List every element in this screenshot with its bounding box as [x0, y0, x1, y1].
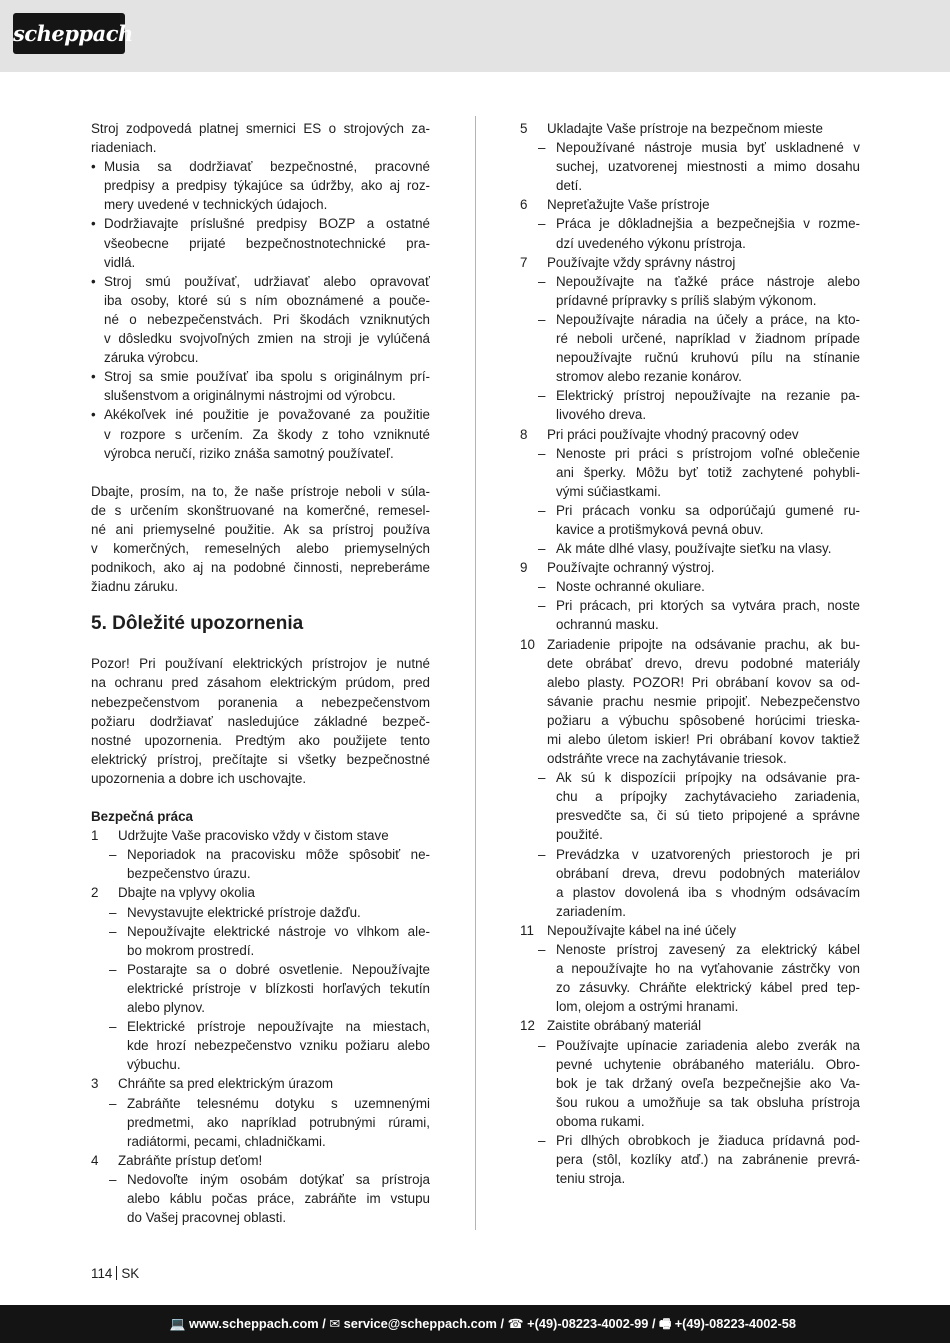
page-language: SK — [121, 1266, 140, 1281]
brand-logo: scheppach — [13, 13, 125, 54]
page-footer — [0, 1305, 950, 1343]
dash-item: – Nepoužívajte na ťažké práce nástroje alebo prídavné prípravky s príliš slabým výkonom. — [520, 272, 860, 310]
left-column — [91, 119, 430, 1227]
right-column — [520, 119, 860, 1188]
intro-text: riadeniach. — [91, 140, 157, 156]
numbered-item: 7 Používajte vždy správny nástroj — [520, 254, 736, 270]
bullet-item: • Musia sa dodržiavať bezpečnostné, pracovné predpisy a predpisy týkajúce sa údržby, ako aj roz- mery uvedené v technických údajoch. — [91, 157, 430, 214]
page-header — [0, 0, 950, 72]
dash-item: – Neporiadok na pracovisku môže spôsobiť ne- bezpečenstvo úrazu. — [91, 845, 430, 883]
dash-item: – Pri prácach vonku sa odporúčajú gumené ru- kavice a protišmyková pevná obuv. — [520, 501, 860, 539]
dash-item: – Postarajte sa o dobré osvetlenie. Nepoužívajte elektrické prístroje v blízkosti horľavých tekutín alebo plynov. — [91, 960, 430, 1017]
page-number — [91, 1266, 139, 1281]
column-divider — [475, 116, 476, 1230]
dash-item: – Ak máte dlhé vlasy, používajte sieťku na vlasy. — [520, 539, 860, 558]
footer-contact: 💻 www.scheppach.com / ✉ service@scheppach.com / ☎ +(49)-08223-4002-99 / 🖷 +(49)-08223-4002-58 — [169, 1316, 796, 1331]
numbered-item: 2 Dbajte na vplyvy okolia — [91, 885, 255, 901]
page-number-value: 114 — [91, 1266, 113, 1281]
dash-item: – Nepoužívajte elektrické nástroje vo vlhkom ale- bo mokrom prostredí. — [91, 922, 430, 960]
warning-paragraph: Pozor! Pri používaní elektrických prístrojov je nutné na ochranu pred zásahom elektrickým prúdom, pred nebezpečenstvom poranenia a nebezpečenstvom požiaru dodržiavať nasledujúce základné bezpeč- nostné upozornenia. Predtým ako použijete tento elektrický prístroj, prečítajte si všetky bezpečnostné upozornenia a dobre ich uschovajte. — [91, 656, 430, 786]
dash-item: – Ak sú k dispozícii prípojky na odsávanie pra- chu a prípojky zachytávacieho zariadenia, presvedčte sa, či sú tieto pripojené a správne použité. — [520, 768, 860, 844]
numbered-item: 8 Pri práci používajte vhodný pracovný odev — [520, 426, 799, 442]
numbered-item: 10 Zariadenie pripojte na odsávanie prachu, ak bu- dete obrábať drevo, drevu podobné materiály alebo plasty. POZOR! Pri obrábaní kovov sa od- sávanie prachu nesmie pripojiť. Nebezpečenstvo požiaru a výbuchu spôsobené horúcimi trieska- mi alebo úletom iskier! Pri obrábaní kovov taktiež odstráňte vrece na zachytávanie triesok. — [520, 636, 860, 767]
dash-item: – Nepoužívajte náradia na účely a práce, na kto- ré neboli určené, napríklad v žiadnom prípade nepoužívajte ručnú kruhovú pílu na stínanie stromov alebo rezanie konárov. — [520, 310, 860, 386]
dash-item: – Prevádzka v uzatvorených priestoroch je pri obrábaní dreva, drevu podobných materiálov a plastov dovolená iba s vhodným odsávacím zariadením. — [520, 845, 860, 921]
numbered-item: 1 Udržujte Vaše pracovisko vždy v čistom stave — [91, 828, 389, 844]
section-title: 5. Dôležité upozornenia — [91, 613, 304, 635]
numbered-item: 6 Nepreťažujte Vaše prístroje — [520, 197, 710, 213]
intro-text: Stroj zodpovedá platnej smernici ES o strojových za- — [91, 121, 430, 136]
dash-item: – Zabráňte telesnému dotyku s uzemnenými predmetmi, ako napríklad potrubnými rúrami, radiátormi, pecami, chladničkami. — [91, 1094, 430, 1151]
numbered-item: 9 Používajte ochranný výstroj. — [520, 560, 715, 576]
numbered-item: 5 Ukladajte Vaše prístroje na bezpečnom mieste — [520, 121, 823, 136]
numbered-item: 4 Zabráňte prístup deťom! — [91, 1152, 263, 1168]
dash-item: – Nenoste pri práci s prístrojom voľné oblečenie ani šperky. Môžu byť totiž zachytené pohybli- vými súčiastkami. — [520, 444, 860, 501]
warranty-paragraph: Dbajte, prosím, na to, že naše prístroje neboli v súla- de s určením skonštruované na komerčné, remesel- né ani priemyselné použitie. Ak sa prístroj používa v komerčných, remeselných alebo priemyselných podnikoch, ako aj na podobné činnosti, nepreberáme žiadnu záruku. — [91, 483, 430, 595]
bullet-item: • Akékoľvek iné použitie je považované za použitie v rozpore s určením. Za škody z toho vzniknuté výrobca neručí, riziko znáša samotný používateľ. — [91, 405, 430, 462]
dash-item: – Elektrické prístroje nepoužívajte na miestach, kde hrozí nebezpečenstvo vzniku požiaru alebo výbuchu. — [91, 1017, 430, 1074]
dash-item: – Noste ochranné okuliare. — [520, 577, 860, 596]
numbered-item: 12 Zaistite obrábaný materiál — [520, 1018, 702, 1034]
bullet-item: • Stroj sa smie používať iba spolu s originálnym prí- slušenstvom a originálnymi nástrojmi od výrobcu. — [91, 367, 430, 405]
dash-item: – Pri dlhých obrobkoch je žiaduca prídavná pod- pera (stôl, kozlíky atď.) na zabránenie prevrá- teniu stroja. — [520, 1131, 860, 1188]
subheading: Bezpečná práca — [91, 809, 193, 825]
dash-item: – Pri prácach, pri ktorých sa vytvára prach, noste ochrannú masku. — [520, 596, 860, 634]
dash-item: – Práca je dôkladnejšia a bezpečnejšia v rozme- dzí uvedeného výkonu prístroja. — [520, 214, 860, 252]
dash-item: – Elektrický prístroj nepoužívajte na rezanie pa- livového dreva. — [520, 386, 860, 424]
dash-item: – Používajte upínacie zariadenia alebo zverák na pevné uchytenie obrábaného materiálu. Obro- bok je tak držaný oveľa bezpečnejšie ako Va- šou rukou a umožňuje sa tak obsluha prístroja oboma rukami. — [520, 1036, 860, 1131]
bullet-item: • Stroj smú používať, udržiavať alebo opravovať iba osoby, ktoré sú s ním oboznámené a pouče- né o nebezpečenstvách. Pri škodách vzniknutých v dôsledku svojvoľných zmien na stroji je vylúčená záruka výrobcu. — [91, 272, 430, 367]
dash-item: – Nepoužívané nástroje musia byť uskladnené v suchej, uzatvorenej miestnosti a mimo dosahu detí. — [520, 138, 860, 195]
dash-item: – Nevystavujte elektrické prístroje dažďu. — [91, 903, 430, 922]
dash-item: – Nenoste prístroj zavesený za elektrický kábel a nepoužívajte ho na vyťahovanie zástrčky von zo zásuvky. Chráňte elektrický kábel pred tep- lom, olejom a ostrými hranami. — [520, 940, 860, 1016]
numbered-item: 3 Chráňte sa pred elektrickým úrazom — [91, 1076, 334, 1092]
bullet-item: • Dodržiavajte príslušné predpisy BOZP a ostatné všeobecne prijaté bezpečnostnotechnické pra- vidlá. — [91, 214, 430, 271]
numbered-item: 11 Nepoužívajte kábel na iné účely — [520, 922, 737, 938]
dash-item: – Nedovoľte iným osobám dotýkať sa prístroja alebo káblu počas práce, zabráňte im vstupu do Vašej pracovnej oblasti. — [91, 1170, 430, 1227]
